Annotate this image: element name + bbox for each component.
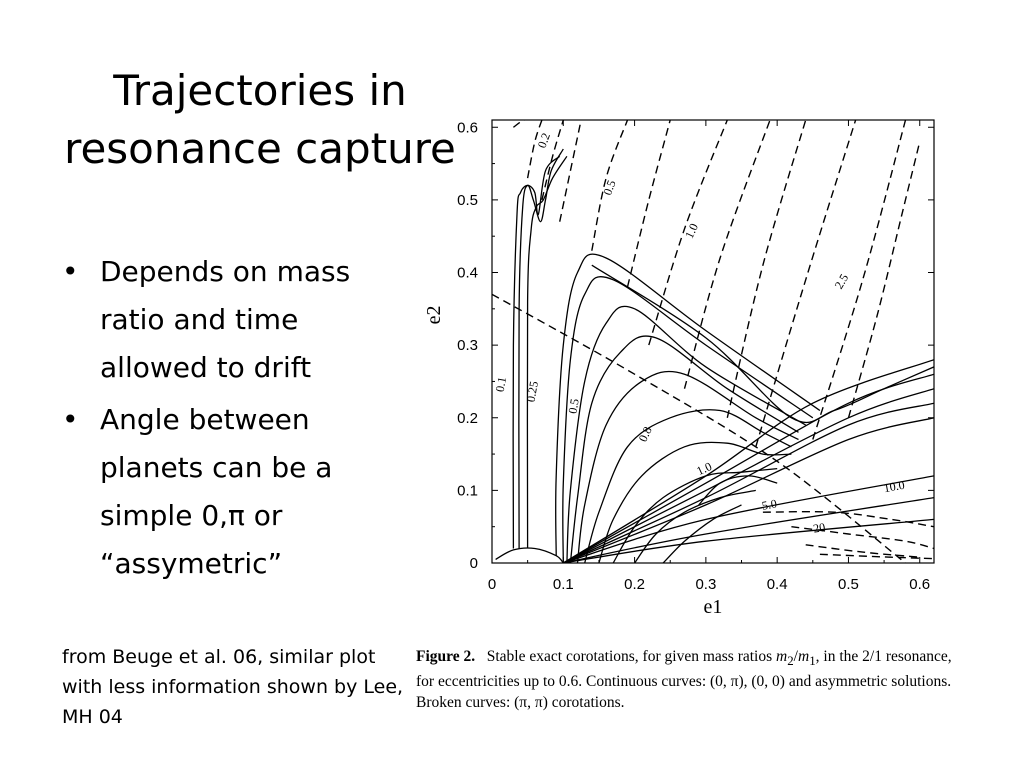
y-tick-label: 0.1 <box>457 482 478 500</box>
solid-curve <box>563 403 934 563</box>
source-note: from Beuge et al. 06, similar plot with less information shown by Lee, MH 04 <box>62 646 404 728</box>
bullet-item: • Depends on mass ratio and time allowed to drift <box>58 248 398 392</box>
curve-label: 1.0 <box>694 459 714 479</box>
y-tick-label: 0 <box>469 555 478 572</box>
x-tick-label: 0.2 <box>624 576 646 593</box>
figure-caption-text-a: Stable exact corotations, for given mass ratios <box>486 648 777 665</box>
curve-label: 0.5 <box>600 178 619 198</box>
curve-label: 0.5 <box>565 397 582 415</box>
dashed-curve <box>813 120 906 440</box>
solid-curve <box>519 149 563 549</box>
y-tick-label: 0.2 <box>457 409 478 427</box>
dashed-curve <box>513 119 534 127</box>
slide-title <box>40 62 480 178</box>
curve-label: 5.0 <box>760 496 778 513</box>
dashed-curve <box>560 120 581 222</box>
dashed-curve <box>763 512 934 527</box>
solid-curve <box>563 277 813 563</box>
solid-curve <box>563 476 934 563</box>
slide-title-line-2: resonance capture <box>64 124 456 173</box>
y-axis-label: e2 <box>423 305 445 325</box>
x-tick-label: 0.1 <box>552 576 574 593</box>
solid-curve <box>496 548 564 563</box>
x-tick-label: 0 <box>487 576 497 593</box>
dashed-curve <box>685 120 771 389</box>
slide-title-line-1: Trajectories in <box>113 66 407 115</box>
ratio-m1: m <box>797 648 810 665</box>
curve-label: 2.5 <box>831 271 852 292</box>
curve-label: 0.8 <box>635 424 655 444</box>
y-tick-label: 0.5 <box>457 191 478 209</box>
dashed-curve <box>528 120 542 178</box>
ratio-sub2: 2 <box>787 653 794 669</box>
dashed-curve <box>806 545 920 557</box>
x-axis-label: e1 <box>703 596 723 618</box>
ratio-sub1: 1 <box>809 653 816 669</box>
y-tick-label: 0.3 <box>457 337 478 355</box>
x-tick-label: 0.4 <box>766 576 788 593</box>
solid-curve <box>513 156 560 548</box>
dashed-curve <box>542 120 563 200</box>
y-tick-label: 0.4 <box>457 264 478 282</box>
dashed-curve <box>628 120 671 287</box>
figure-caption-label: Figure 2. <box>416 648 476 665</box>
x-tick-label: 0.5 <box>838 576 859 593</box>
bullet-list <box>58 248 398 592</box>
dashed-curve <box>849 142 920 418</box>
curve-label: 0.2 <box>534 130 553 150</box>
ratio-m2: m <box>776 648 788 665</box>
curve-label: 0.1 <box>492 375 510 393</box>
curve-label: 0.25 <box>523 380 541 404</box>
plot-frame <box>492 120 934 563</box>
figure-caption-text-b: , in the 2/1 resonance, for eccentricities up to 0.6. Continuous curves: (0, π), (0, 0) and asymmetric solutions. Broken curves: (π, π) corotations. <box>416 648 952 712</box>
figure-caption: Figure 2. Stable exact corotations, for given mass ratios $m_2/m_1$, in the 2/1 resonance, for eccentricities up to 0.6. Continuous curves: (0, π), (0, 0) and asymmetric solutions. Broken curves: (π, π) corotations. <box>416 648 952 712</box>
x-tick-label: 0.3 <box>695 576 717 593</box>
curve-label: 1.0 <box>682 221 702 241</box>
curve-label: 10.0 <box>882 477 906 496</box>
bullet-item: • Angle between planets can be a simple 0,π or “assymetric” <box>58 396 398 588</box>
solid-curve <box>592 265 934 422</box>
y-tick-label: 0.6 <box>457 119 478 137</box>
curve-label: 20 <box>812 519 827 536</box>
x-tick-label: 0.6 <box>909 576 931 593</box>
chart <box>420 112 950 622</box>
